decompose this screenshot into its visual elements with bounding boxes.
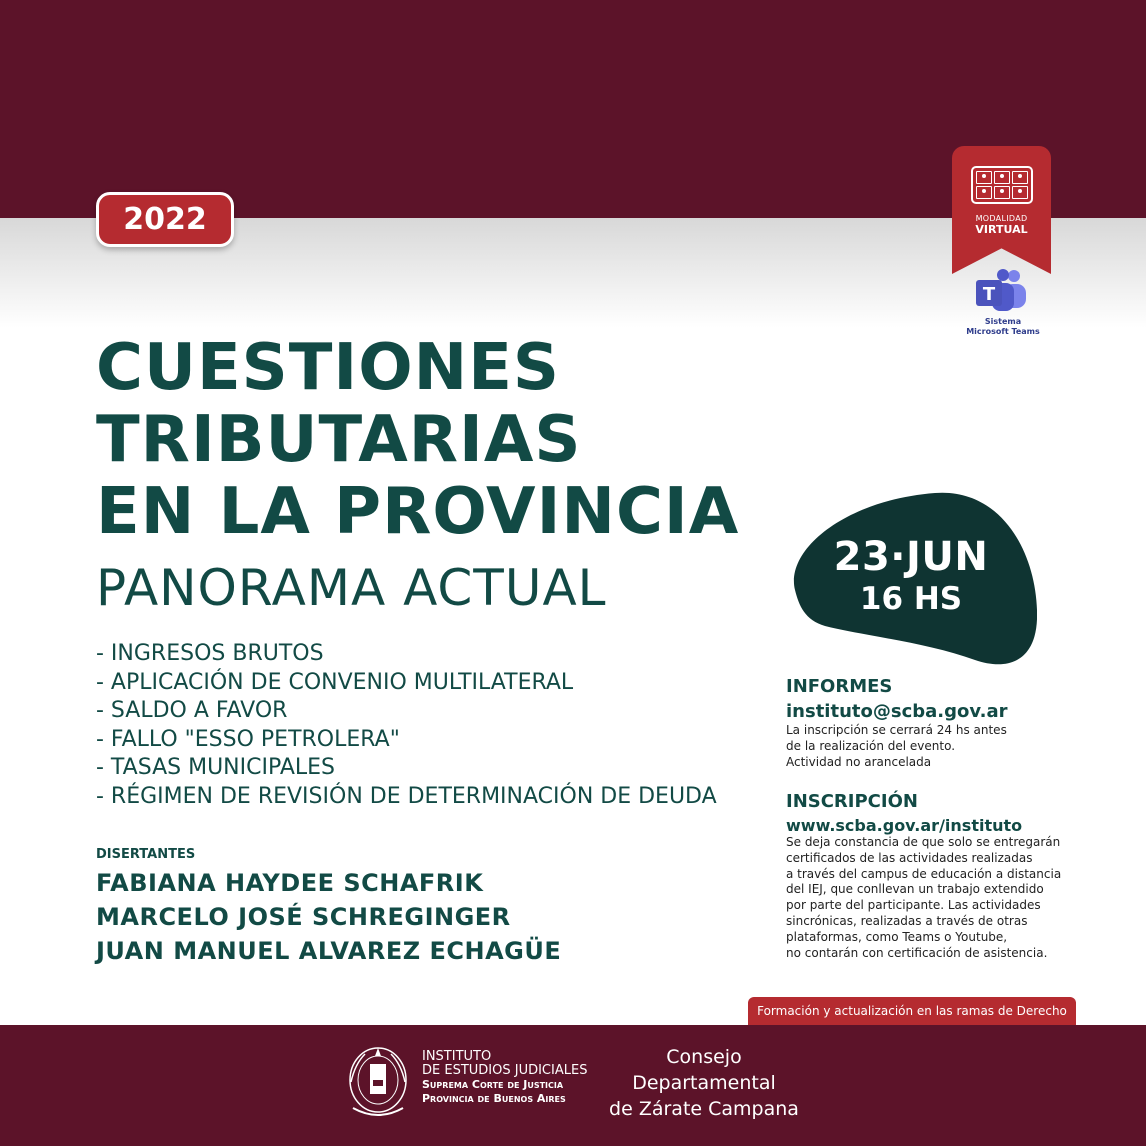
topic-item: - RÉGIMEN DE REVISIÓN DE DETERMINACIÓN DE DEUDA [96, 783, 717, 809]
speakers-list [96, 866, 561, 968]
modality-value: VIRTUAL [975, 223, 1028, 236]
teams-icon [974, 268, 1030, 312]
modality-label: MODALIDAD [975, 214, 1028, 223]
svg-text:T: T [982, 284, 996, 305]
institute-name: INSTITUTO DE ESTUDIOS JUDICIALES Suprema Corte de Justicia Provincia de Buenos Aires [422, 1049, 588, 1105]
inscripcion-section: INSCRIPCIÓN www.scba.gov.ar/instituto Se deja constancia de que solo se entregarán certificados de las actividades realizadas a través del campus de educación a distancia del IEJ, que conllevan un trabajo extendido por parte del participante. Las actividades sincrónicas, realizadas a través de otras plataformas, como Teams o Youtube, no contarán con certificación de asistencia. [786, 791, 1086, 961]
speaker-name: MARCELO JOSÉ SCHREGINGER [96, 903, 511, 931]
inscripcion-heading: INSCRIPCIÓN [786, 791, 918, 812]
court-seal-icon [345, 1042, 411, 1122]
topic-item: - SALDO A FAVOR [96, 698, 288, 724]
informes-section: INFORMES instituto@scba.gov.ar La inscripción se cerrará 24 hs antes de la realización del evento. Actividad no arancelada [786, 676, 1086, 770]
consejo-name: Consejo Departamental de Zárate Campana [609, 1046, 799, 1120]
topic-item: - INGRESOS BRUTOS [96, 641, 324, 666]
informes-heading: INFORMES [786, 676, 893, 697]
speakers-label: DISERTANTES [96, 847, 196, 862]
event-day: 23·JUN [833, 534, 989, 580]
topic-item: - TASAS MUNICIPALES [96, 755, 336, 781]
event-date [800, 532, 1022, 616]
teams-label: Sistema Microsoft Teams [966, 317, 1040, 336]
speaker-name: JUAN MANUEL ALVAREZ ECHAGÜE [96, 937, 562, 965]
topic-item: - APLICACIÓN DE CONVENIO MULTILATERAL [96, 669, 574, 695]
subtitle: PANORAMA ACTUAL [96, 559, 607, 617]
modality-content [952, 146, 1051, 236]
tagline: Formación y actualización en las ramas de Derecho [748, 997, 1076, 1025]
event-time: 16 HS [859, 581, 963, 617]
video-grid-icon [971, 166, 1033, 204]
topics-list [96, 640, 717, 812]
contact-email[interactable]: instituto@scba.gov.ar [786, 701, 1008, 722]
inscripcion-link[interactable]: www.scba.gov.ar/instituto [786, 816, 1023, 835]
main-title: CUESTIONES TRIBUTARIAS EN LA PROVINCIA [96, 331, 740, 549]
year-badge: 2022 [96, 192, 234, 247]
topic-item: - FALLO "ESSO PETROLERA" [96, 726, 400, 752]
speaker-name: FABIANA HAYDEE SCHAFRIK [96, 869, 484, 897]
